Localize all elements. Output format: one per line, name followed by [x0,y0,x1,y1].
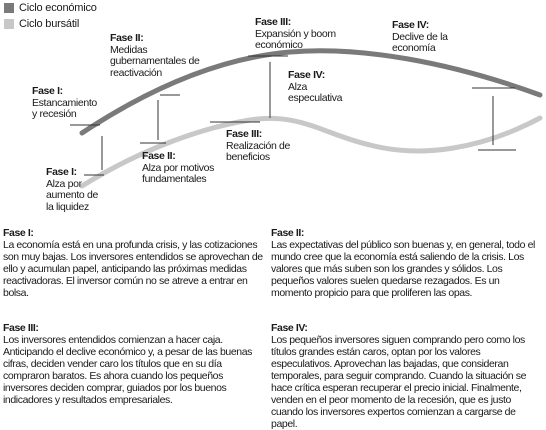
desc-phase-3-title: Fase III: [3,322,39,334]
stock-phase-1-desc: Alza por aumento de la liquidez [46,177,98,213]
eco-phase-1-title: Fase I: [32,85,63,97]
stock-phase-1-label [46,167,98,213]
stock-phase-3-label [226,129,290,164]
stock-phase-2-label [142,151,214,186]
eco-phase-3-desc: Expansión y boom económico [255,27,336,51]
desc-phase-3-body: Los inversores entendidos comienzan a hacer caja. Anticipando el declive económico y, a pesar de las buenas cifras, deciden vender caro los títulos que en su día compraron baratos. Es ahora cuando los pequeños inversores deciden comprar, guiados por los buenos indicadores y resultados empresariales. [3,334,253,406]
desc-phase-4 [271,322,541,430]
eco-phase-1-label [32,86,97,121]
desc-phase-1-body: La economía está en una profunda crisis, y las cotizaciones son muy bajas. Los inversores entendidos se aprovechan de ello y acumulan papel, anticipando las próximas medidas reactivadoras. El inversor común no se atreve a entrar en bolsa. [3,239,263,299]
eco-phase-1-desc: Estancamiento y recesión [32,96,97,120]
legend-label-stock: Ciclo bursátil [19,18,80,30]
desc-phase-2 [271,227,541,299]
stock-phase-2-desc: Alza por motivos fundamentales [142,161,215,185]
eco-phase-3-label [255,17,336,52]
stock-phase-4-desc: Alza especulativa [288,80,343,104]
eco-phase-4-label [392,20,448,55]
stock-phase-4-label [288,70,342,105]
eco-phase-2-desc: Medidas gubernamentales de reactivación [110,43,200,79]
desc-phase-4-title: Fase IV: [271,322,308,334]
desc-phase-1-title: Fase I: [3,227,34,239]
desc-phase-2-body: Las expectativas del público son buenas y, en general, todo el mundo cree que la economía está saliendo de la crisis. Los valores que más suben son los grandes y sólidos. Los pequeños valores suelen quedarse rezagados. Es un momento propicio para que proliferen las opas. [271,239,535,299]
stock-phase-3-title: Fase III: [226,128,262,140]
legend-label-economic: Ciclo económico [19,2,97,14]
desc-phase-3 [3,322,265,406]
eco-phase-2-label [110,33,199,79]
desc-phase-2-title: Fase II: [271,227,304,239]
stock-phase-1-title: Fase I: [46,166,77,178]
stock-phase-3-desc: Realización de beneficios [226,139,290,163]
stock-phase-2-title: Fase II: [142,150,176,162]
eco-phase-4-title: Fase IV: [392,19,429,31]
eco-phase-4-desc: Declive de la economía [392,30,448,54]
eco-phase-2-title: Fase II: [110,32,144,44]
desc-phase-4-body: Los pequeños inversores siguen comprando pero como los títulos grandes están caros, optan por los valores especulativos. Aprovechan las bajadas, que consideran temporales, para seguir comprando. Cuando la situación se hace crítica esperan recuperar el precio inicial. Finalmente, venden en el peor momento de la recesión, que es justo cuando los inversores expertos comienzan a cargarse de papel. [271,334,527,430]
eco-phase-3-title: Fase III: [255,16,291,28]
desc-phase-1 [3,227,265,299]
stock-phase-4-title: Fase IV: [288,69,325,81]
